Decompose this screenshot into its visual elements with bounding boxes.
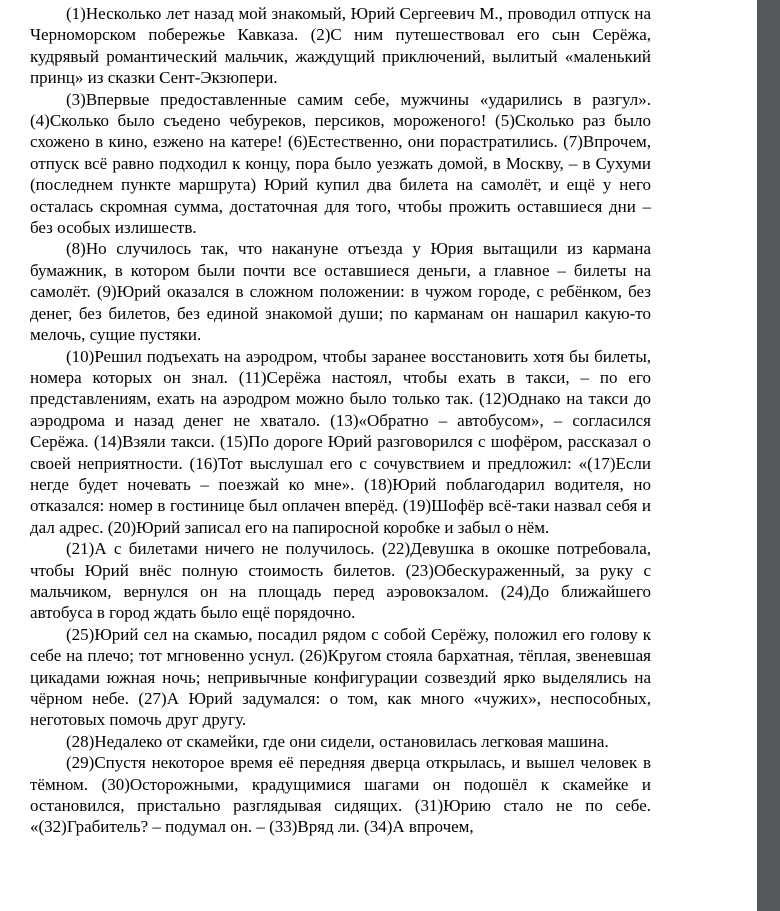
paragraph-8: (29)Спустя некоторое время её передняя дверца открылась, и вышел человек в тёмном. (30)Осторожными, крадущимися шагами он подошёл к скамейке и остановился, пристально разглядывая сидящих. (31)Юрию стало не по себе. «(32)Грабитель? – подумал он. – (33)Вряд ли. (34)А впрочем, <box>30 753 651 837</box>
paragraph-5: (21)А с билетами ничего не получилось. (22)Девушка в окошке потребовала, чтобы Юрий внёс полную стоимость билетов. (23)Обескураженный, за руку с мальчиком, вернулся он на площадь перед аэровокзалом. (24)До ближайшего автобуса в город ждать было ещё порядочно. <box>30 539 651 623</box>
paragraph-7: (28)Недалеко от скамейки, где они сидели, остановилась легковая машина. <box>66 731 609 751</box>
paragraph-6: (25)Юрий сел на скамью, посадил рядом с собой Серёжу, положил его голову к себе на плечо; тот мгновенно уснул. (26)Кругом стояла бархатная, тёплая, звеневшая цикадами южная ночь; непривычные конфигурации созвездий ярко выделялись на чёрном небе. (27)А Юрий задумался: о том, как много «чужих», неспособных, неготовых помочь друг другу. <box>30 624 651 730</box>
paragraph-3: (8)Но случилось так, что накануне отъезда у Юрия вытащили из кармана бумажник, в котором были почти все оставшиеся деньги, а главное – билеты на самолёт. (9)Юрий оказался в сложном положении: в чужом городе, с ребёнком, без денег, без билетов, без единой знакомой души; по карманам он нашарил какую-то мелочь, сущие пустяки. <box>30 239 651 345</box>
scrollbar[interactable] <box>757 0 780 911</box>
paragraph-2: (3)Впервые предоставленные самим себе, мужчины «ударились в разгул». (4)Сколько было съедено чебуреков, персиков, мороженого! (5)Сколько раз было схожено в кино, езжено на катере! (6)Естественно, они порастратились. (7)Впрочем, отпуск всё равно подходил к концу, пора было уезжать домой, в Москву, – в Сухуми (последнем пункте маршрута) Юрий купил два билета на самолёт, и ещё у него осталась скромная сумма, достаточная для того, чтобы прожить оставшиеся дни – без особых излишеств. <box>30 89 651 238</box>
document-text <box>30 3 651 838</box>
paragraph-4: (10)Решил подъехать на аэродром, чтобы заранее восстановить хотя бы билеты, номера которых он знал. (11)Серёжа настоял, чтобы ехать в такси, – по его представлениям, ехать на аэродром можно было только так. (12)Однако на такси до аэродрома и назад денег не хватало. (13)«Обратно – автобусом», – согласился Серёжа. (14)Взяли такси. (15)По дороге Юрий разговорился с шофёром, рассказал о своей неприятности. (16)Тот выслушал его с сочувствием и предложил: «(17)Если негде будет ночевать – поезжай ко мне». (18)Юрий поблагодарил водителя, но отказался: номер в гостинице был оплачен вперёд. (19)Шофёр всё-таки назвал себя и дал адрес. (20)Юрий записал его на папиросной коробке и забыл о нём. <box>30 346 651 537</box>
paragraph-1: (1)Несколько лет назад мой знакомый, Юрий Сергеевич М., проводил отпуск на Черноморском побережье Кавказа. (2)С ним путешествовал его сын Серёжа, кудрявый романтический мальчик, жаждущий приключений, вылитый «маленький принц» из сказки Сент-Экзюпери. <box>30 4 651 88</box>
